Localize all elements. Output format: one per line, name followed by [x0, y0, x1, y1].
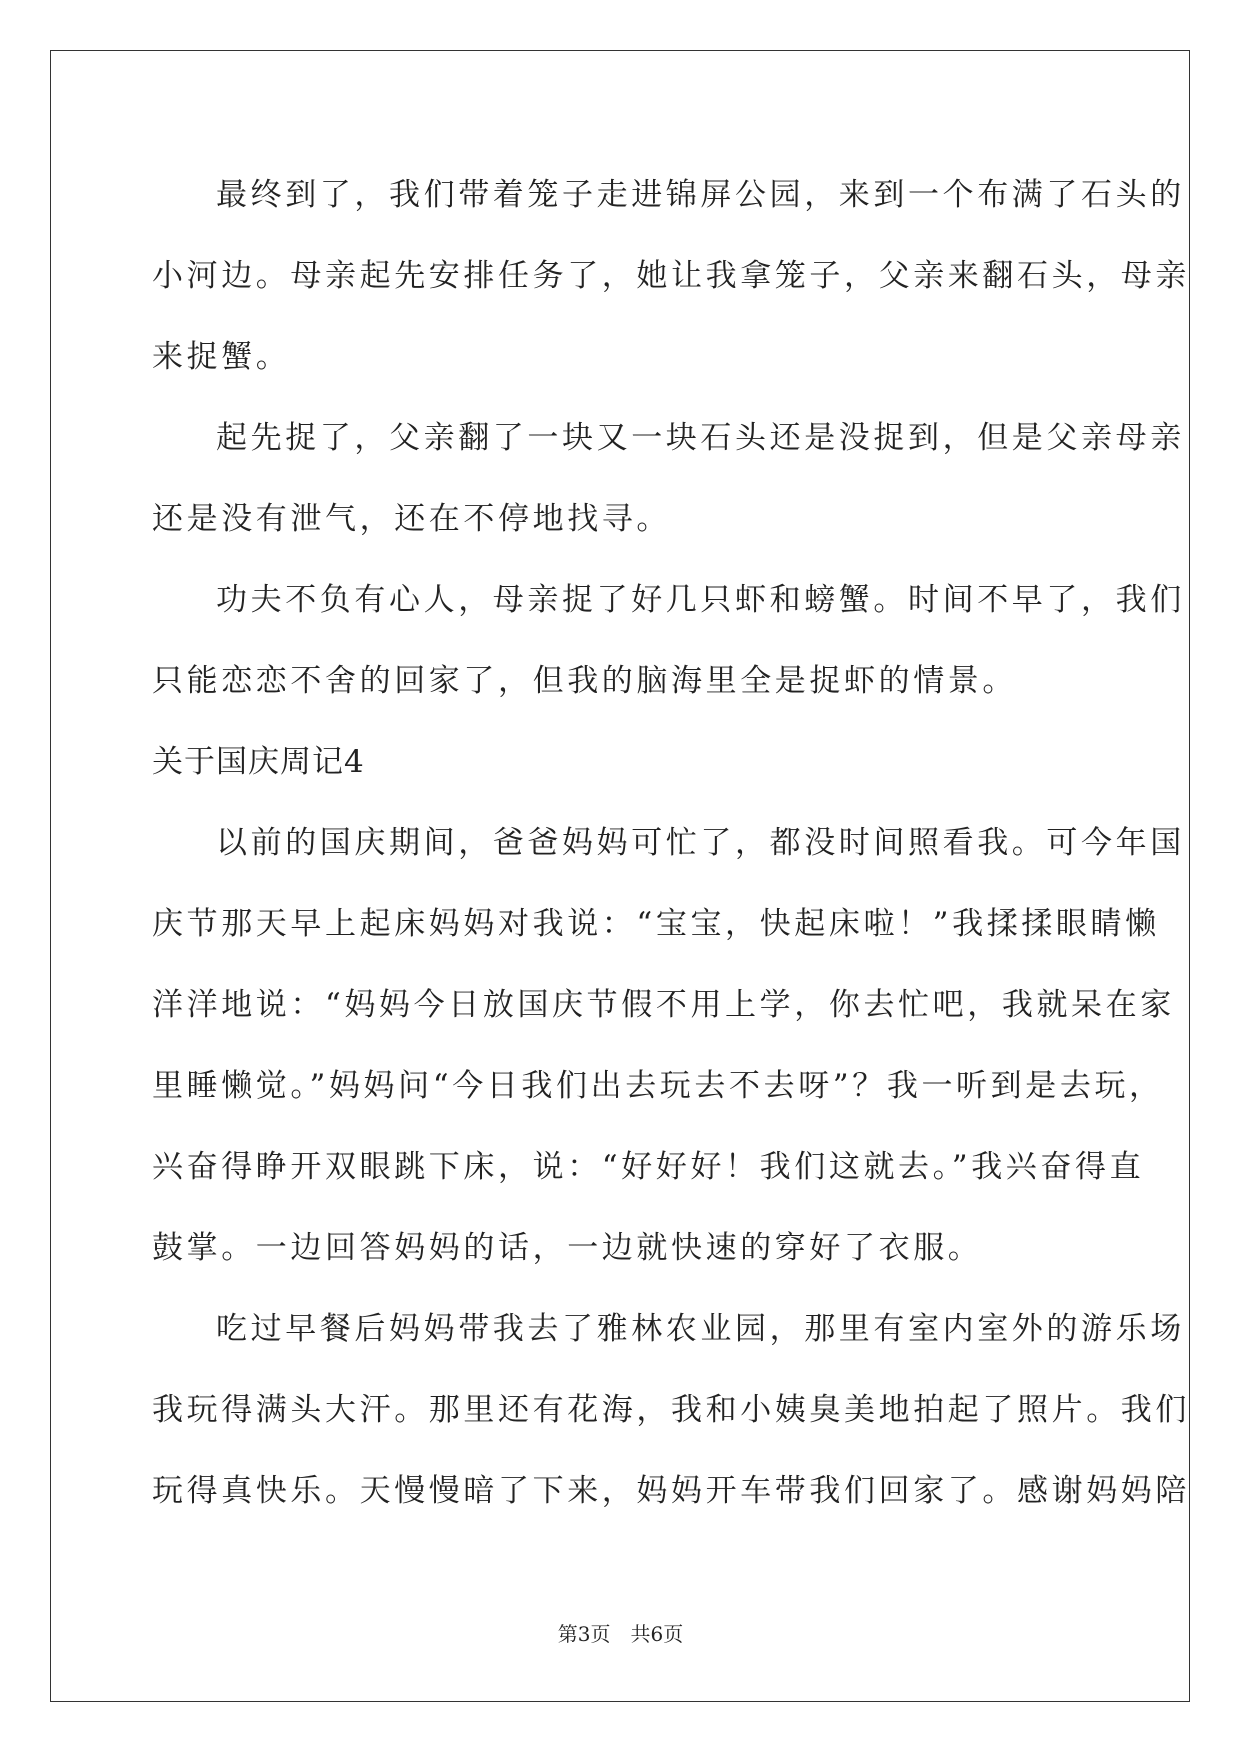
page-footer [0, 1618, 1241, 1647]
text-line: 玩得真快乐。天慢慢暗了下来，妈妈开车带我们回家了。感谢妈妈陪 [152, 1473, 1190, 1509]
document-body [152, 155, 1190, 1532]
text-line: 我玩得满头大汗。那里还有花海，我和小姨臭美地拍起了照片。我们 [152, 1392, 1190, 1428]
text-line: 起先捉了，父亲翻了一块又一块石头还是没捉到，但是父亲母亲 [216, 420, 1185, 456]
text-line: 还是没有泄气，还在不停地找寻。 [152, 501, 671, 537]
text-line: 里睡懒觉。”妈妈问“今日我们出去玩去不去呀”？我一听到是去玩， [152, 1068, 1164, 1104]
page-number: 第3页 [557, 1622, 611, 1646]
text-line: 小河边。母亲起先安排任务了，她让我拿笼子，父亲来翻石头，母亲 [152, 258, 1190, 294]
page-total: 共6页 [630, 1622, 684, 1646]
text-line: 洋洋地说：“妈妈今日放国庆节假不用上学，你去忙吧，我就呆在家 [152, 987, 1175, 1023]
text-line: 兴奋得睁开双眼跳下床，说：“好好好！我们这就去。”我兴奋得直 [152, 1149, 1145, 1185]
text-line: 吃过早餐后妈妈带我去了雅林农业园，那里有室内室外的游乐场 [216, 1311, 1185, 1347]
text-line: 只能恋恋不舍的回家了，但我的脑海里全是捉虾的情景。 [152, 663, 1017, 699]
text-line: 最终到了，我们带着笼子走进锦屏公园，来到一个布满了石头的 [216, 177, 1185, 213]
text-line: 以前的国庆期间，爸爸妈妈可忙了，都没时间照看我。可今年国 [216, 825, 1185, 861]
text-line: 鼓掌。一边回答妈妈的话，一边就快速的穿好了衣服。 [152, 1230, 983, 1266]
text-line: 庆节那天早上起床妈妈对我说：“宝宝，快起床啦！”我揉揉眼睛懒 [152, 906, 1160, 942]
text-line: 功夫不负有心人，母亲捉了好几只虾和螃蟹。时间不早了，我们 [216, 582, 1185, 618]
section-heading: 关于国庆周记4 [152, 744, 365, 780]
text-line: 来捉蟹。 [152, 339, 291, 375]
